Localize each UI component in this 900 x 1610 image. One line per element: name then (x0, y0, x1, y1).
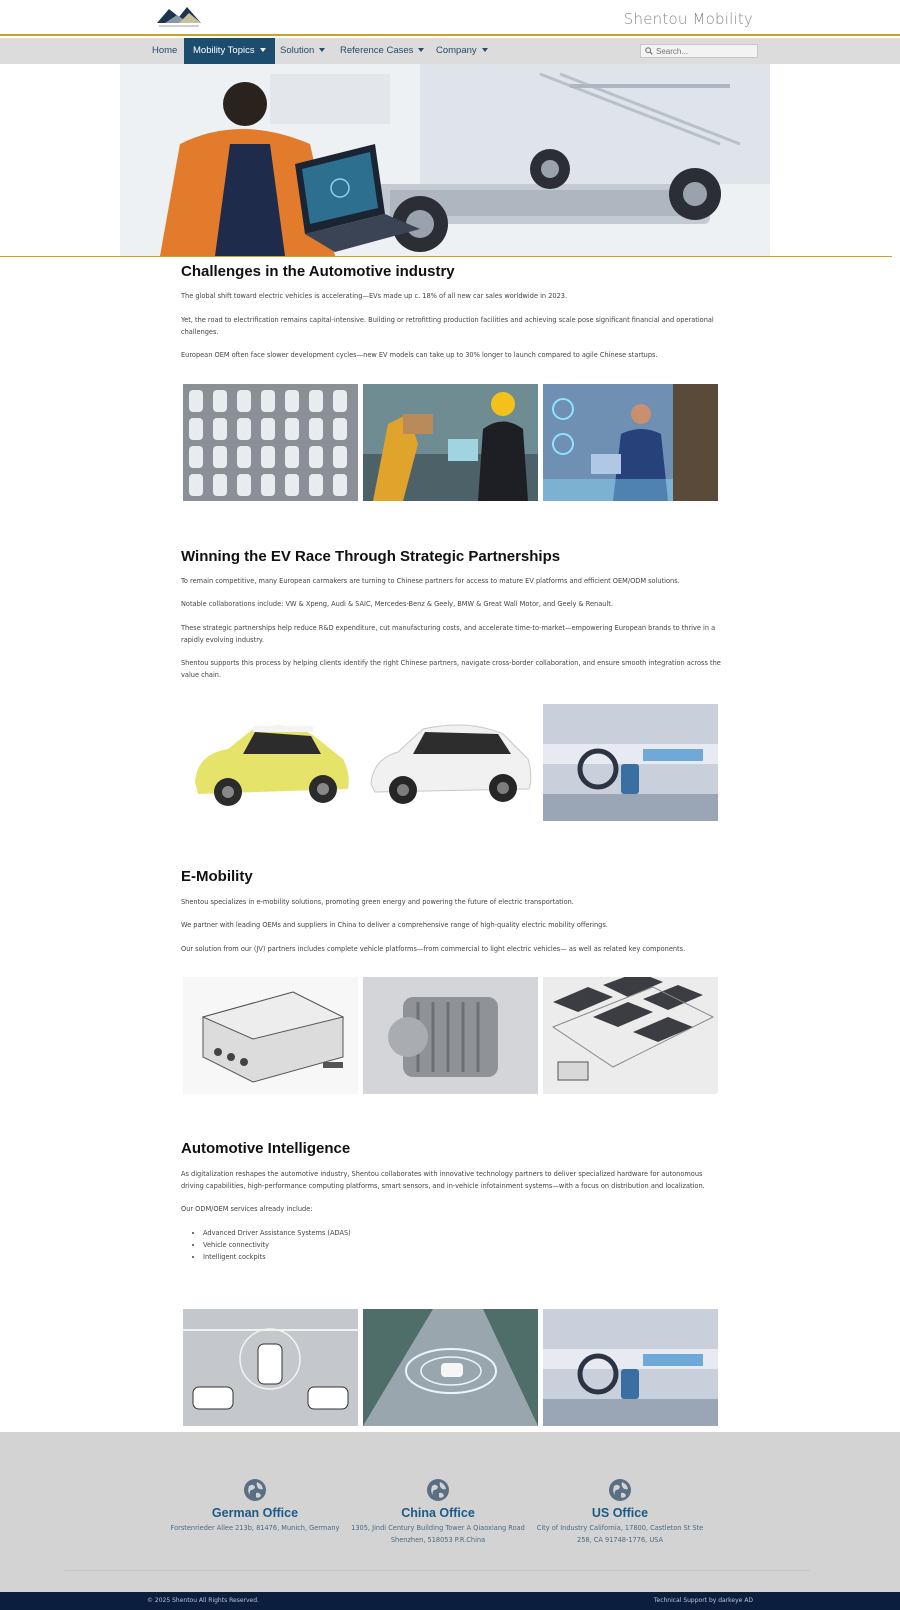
services-list (203, 1227, 703, 1263)
main-nav (0, 38, 900, 64)
paragraph: Shentou specializes in e-mobility solutions, promoting green energy and powering the future of electric transportation. (181, 898, 574, 906)
chevron-down-icon (319, 48, 325, 52)
image-row-emobility (183, 977, 718, 1094)
hero-illustration (120, 64, 770, 256)
list-item: • Advanced Driver Assistance Systems (ADAS) (203, 1227, 703, 1239)
office-title: German Office (211, 1506, 299, 1520)
nav-home[interactable] (143, 38, 186, 64)
intelligent-cockpit-image (543, 1309, 718, 1426)
office-title: China Office (401, 1506, 475, 1520)
paragraph: The global shift toward electric vehicles is accelerating—EVs made up c. 18% of all new car sales worldwide in 2023. (181, 292, 568, 300)
paragraph: These strategic partnerships help reduce R&D expenditure, cut manufacturing costs, and accelerate time-to-market—empowering European brands to thrive in a rapidly evolving industry. (181, 624, 716, 644)
section-title-challenges: Challenges in the Automotive industry (181, 263, 455, 280)
nav-solution[interactable] (271, 38, 334, 64)
nav-company[interactable] (427, 38, 497, 64)
search-box (640, 44, 758, 58)
office-title: US Office (591, 1506, 649, 1520)
nav-solution-label: Solution (280, 45, 315, 56)
hero-image (120, 64, 770, 256)
list-item: • Vehicle connectivity (203, 1239, 703, 1251)
car-interior-image (543, 704, 718, 821)
paragraph: Yet, the road to electrification remains capital-intensive. Building or retrofitting production facilities and achieving scale pose significant financial and operational challenges. (181, 316, 714, 336)
section-title-partnerships: Winning the EV Race Through Strategic Partnerships (181, 548, 561, 565)
paragraph: Our solution from our (JV) partners includes complete vehicle platforms—from commercial to light electric vehicles— as well as related key components. (181, 945, 686, 953)
nav-company-label: Company (436, 45, 477, 56)
white-suv-image (363, 704, 538, 821)
paragraph: Shentou supports this process by helping clients identify the right Chinese partners, navigate cross-border collaboration, and ensure smooth integration across the value chain. (181, 659, 721, 679)
paragraph: To remain competitive, many European carmakers are turning to Chinese partners for access to mature EV platforms and efficient OEM/ODM solutions. (181, 577, 680, 585)
hero-divider (0, 256, 892, 257)
bottom-bar (0, 1592, 900, 1610)
office-address: City of Industry California, 17800, Castleton St Ste (536, 1524, 704, 1532)
chevron-down-icon (482, 48, 488, 52)
parking-lot-cars-image (183, 384, 358, 501)
site-header (0, 0, 900, 36)
globe-icon (426, 1478, 450, 1502)
factory-robot-image (363, 384, 538, 501)
nav-home-label: Home (152, 45, 178, 56)
image-row-partnerships (183, 704, 718, 821)
chevron-down-icon (418, 48, 424, 52)
office-address: 258, CA 91748-1776, USA (577, 1536, 663, 1544)
brand-title: Shentou Mobility (623, 10, 753, 28)
office-address: 1305, Jindi Century Building Tower A Qiaoxiang Road (351, 1524, 525, 1532)
nav-mobility-topics-label: Mobility Topics (193, 45, 255, 56)
footer-divider (65, 1570, 810, 1571)
warehouse-worker-image (543, 384, 718, 501)
section-title-intelligence: Automotive Intelligence (181, 1140, 351, 1157)
nav-reference-cases[interactable] (331, 38, 433, 64)
paragraph: Notable collaborations include: VW & Xpeng, Audi & SAIC, Mercedes-Benz & Geely, BMW & Great Wall Motor, and Geely & Renault. (181, 600, 613, 608)
office-address: Shenzhen, 518053 P.R.China (390, 1536, 486, 1544)
paragraph: European OEM often face slower development cycles—new EV models can take up to 30% longer to launch compared to agile Chinese startups. (181, 351, 658, 359)
battery-pack-image (543, 977, 718, 1094)
shentou-logo[interactable] (155, 3, 205, 31)
chevron-down-icon (260, 48, 266, 52)
copyright-text: © 2025 Shentou All Rights Reserved. (147, 1597, 259, 1604)
image-row-challenges (183, 384, 718, 501)
globe-icon (608, 1478, 632, 1502)
globe-icon (243, 1478, 267, 1502)
list-item: • Intelligent cockpits (203, 1251, 703, 1263)
office-address: Forstenrieder Allee 213b, 81476, Munich, Germany (170, 1524, 340, 1532)
image-row-intelligence (183, 1309, 718, 1426)
adas-traffic-image (183, 1309, 358, 1426)
section-title-emobility: E-Mobility (181, 868, 253, 885)
controller-unit-image (183, 977, 358, 1094)
search-input[interactable] (656, 45, 756, 57)
nav-reference-cases-label: Reference Cases (340, 45, 414, 56)
connected-car-road-image (363, 1309, 538, 1426)
electric-motor-image (363, 977, 538, 1094)
search-icon (645, 47, 653, 55)
office-us (525, 1478, 715, 1546)
paragraph: As digitalization reshapes the automotive industry, Shentou collaborates with innovative technology partners to deliver specialized hardware for autonomous driving capabilities, high-performance computing platforms, smart sensors, and in-vehicle infotainment systems—with a focus on distribution and localization. (181, 1170, 705, 1190)
tech-support-link[interactable]: Technical Support by darkeye AD (653, 1597, 753, 1604)
office-german (160, 1478, 350, 1534)
nav-mobility-topics[interactable] (184, 38, 275, 64)
yellow-compact-car-image (183, 704, 358, 821)
paragraph: We partner with leading OEMs and suppliers in China to deliver a comprehensive range of high-quality electric mobility offerings. (181, 921, 608, 929)
paragraph: Our ODM/OEM services already include: (181, 1205, 313, 1213)
office-china (343, 1478, 533, 1546)
